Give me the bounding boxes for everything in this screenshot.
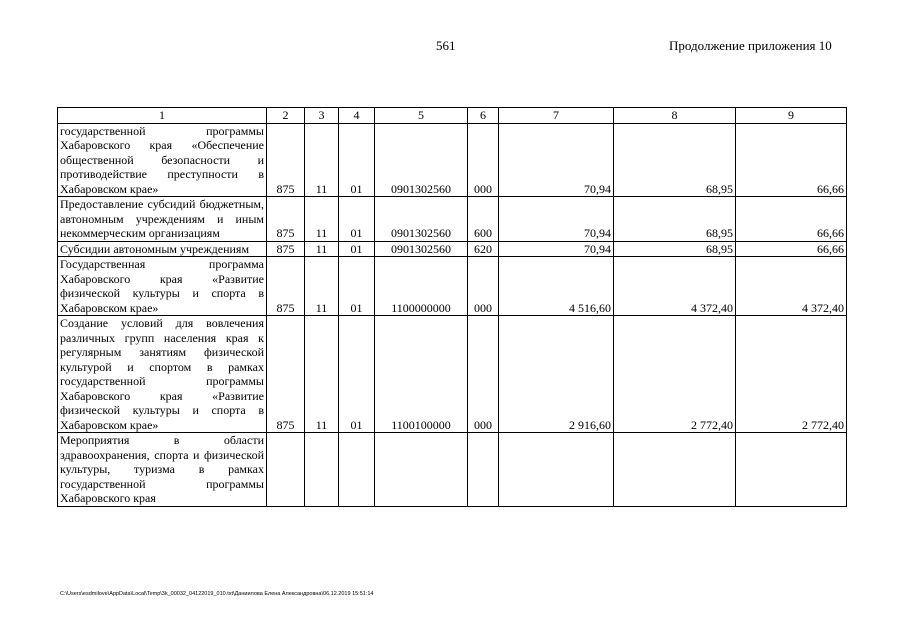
file-path-footer: C:\Users\esdmilove\AppData\Local\Temp\3k_00032_04122019_010.txt\Даниилова Елена Александровна\06.12.2019 15:51:14 [60,591,374,597]
cell-amount-8: 68,95 [614,197,736,242]
column-header: 9 [736,108,847,124]
cell-expense-type: 620 [468,241,499,257]
cell-target-article: 1100000000 [375,257,468,316]
cell-ministry: 875 [267,316,305,433]
budget-table [57,107,847,507]
cell-amount-9: 66,66 [736,241,847,257]
row-name: государственной программы Хабаровского края «Обеспечение общественной безопасности и противодействие преступности в Хабаровском крае» [58,123,267,197]
column-header: 5 [375,108,468,124]
cell-ministry [267,433,305,507]
cell-amount-9: 2 772,40 [736,316,847,433]
cell-amount-7: 4 516,60 [499,257,614,316]
column-header: 8 [614,108,736,124]
page-number: 561 [436,38,456,53]
cell-expense-type [468,433,499,507]
cell-amount-9: 66,66 [736,197,847,242]
cell-target-article: 0901302560 [375,123,468,197]
row-name: Создание условий для вовлечения различных групп населения края к регулярным занятиям физической культурой и спортом в рамках государственной программы Хабаровского края «Развитие физической культуры и спорта в Хабаровском крае» [58,316,267,433]
row-name: Предоставление субсидий бюджетным, автономным учреждениям и иным некоммерческим организациям [58,197,267,242]
table-row [58,241,847,257]
table-row [58,123,847,197]
column-number-row [58,108,847,124]
cell-target-article: 0901302560 [375,197,468,242]
cell-subsection: 01 [339,241,375,257]
cell-section: 11 [305,257,339,316]
column-header: 3 [305,108,339,124]
cell-amount-7: 2 916,60 [499,316,614,433]
cell-ministry: 875 [267,197,305,242]
cell-section: 11 [305,123,339,197]
cell-subsection: 01 [339,197,375,242]
cell-section: 11 [305,316,339,433]
cell-amount-9: 4 372,40 [736,257,847,316]
cell-target-article: 1100100000 [375,316,468,433]
cell-section: 11 [305,241,339,257]
cell-expense-type: 000 [468,123,499,197]
cell-expense-type: 000 [468,316,499,433]
column-header: 4 [339,108,375,124]
cell-expense-type: 000 [468,257,499,316]
cell-amount-8: 4 372,40 [614,257,736,316]
cell-amount-8: 68,95 [614,241,736,257]
cell-amount-8: 68,95 [614,123,736,197]
row-name: Субсидии автономным учреждениям [58,241,267,257]
cell-amount-7: 70,94 [499,197,614,242]
column-header: 6 [468,108,499,124]
cell-section [305,433,339,507]
cell-amount-7: 70,94 [499,241,614,257]
cell-target-article: 0901302560 [375,241,468,257]
cell-ministry: 875 [267,123,305,197]
column-header: 1 [58,108,267,124]
cell-amount-9 [736,433,847,507]
table-row [58,316,847,433]
cell-subsection: 01 [339,257,375,316]
table-row [58,197,847,242]
continuation-label: Продолжение приложения 10 [669,38,832,53]
row-name: Мероприятия в области здравоохранения, спорта и физической культуры, туризма в рамках государственной программы Хабаровского края [58,433,267,507]
cell-expense-type: 600 [468,197,499,242]
column-header: 7 [499,108,614,124]
table-row [58,433,847,507]
cell-amount-8: 2 772,40 [614,316,736,433]
cell-amount-7: 70,94 [499,123,614,197]
cell-target-article [375,433,468,507]
cell-section: 11 [305,197,339,242]
cell-ministry: 875 [267,241,305,257]
cell-amount-8 [614,433,736,507]
row-name: Государственная программа Хабаровского края «Развитие физической культуры и спорта в Хабаровском крае» [58,257,267,316]
cell-subsection [339,433,375,507]
cell-subsection: 01 [339,123,375,197]
cell-ministry: 875 [267,257,305,316]
column-header: 2 [267,108,305,124]
cell-amount-9: 66,66 [736,123,847,197]
cell-amount-7 [499,433,614,507]
table-row [58,257,847,316]
cell-subsection: 01 [339,316,375,433]
